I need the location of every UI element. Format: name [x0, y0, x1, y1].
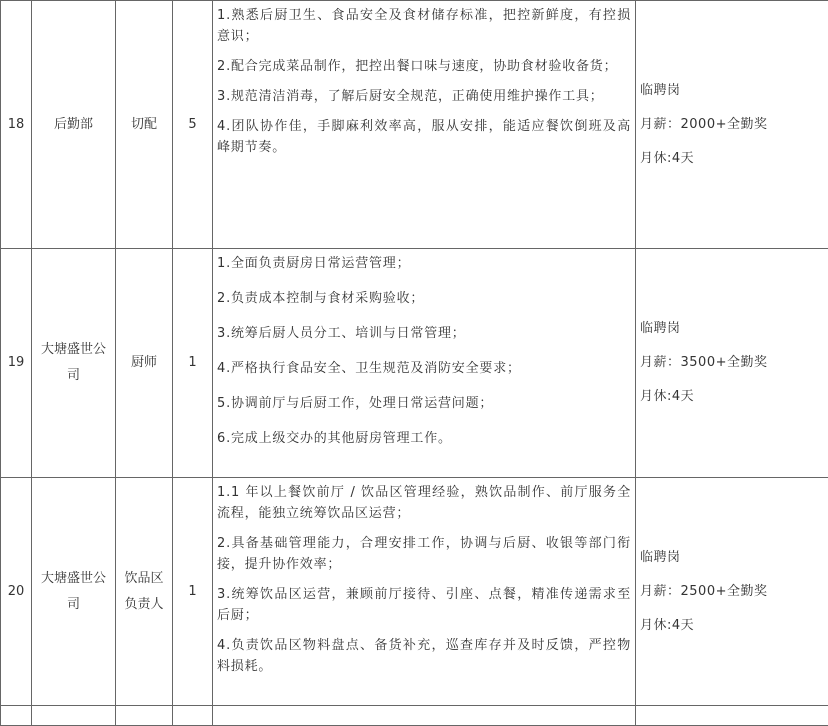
position-cell: 切配: [116, 1, 173, 249]
headcount-cell: 1: [173, 478, 213, 706]
requirement-item: 2.具备基础管理能力，合理安排工作，协调与后厨、收银等部门衔接，提升协作效率；: [217, 533, 631, 575]
table-row-partial: [1, 706, 828, 726]
table-row: [1, 1, 828, 249]
employment-terms-cell: [636, 1, 828, 249]
table-row: [1, 249, 828, 478]
table-row: [1, 478, 828, 706]
salary: 月薪：2000+全勤奖: [640, 108, 824, 142]
requirement-item: 3.统筹饮品区运营，兼顾前厅接待、引座、点餐，精准传递需求至后厨；: [217, 584, 631, 626]
empty-cell: [173, 706, 213, 726]
requirement-item: 1.熟悉后厨卫生、食品安全及食材储存标准，把控新鲜度，有控损意识；: [217, 5, 631, 47]
employment-type: 临聘岗: [640, 312, 824, 346]
row-index: 18: [1, 1, 32, 249]
employment-type: 临聘岗: [640, 541, 824, 575]
requirement-item: 4.团队协作佳，手脚麻利效率高，服从安排，能适应餐饮倒班及高峰期节奏。: [217, 116, 631, 158]
requirement-item: 2.负责成本控制与食材采购验收；: [217, 288, 631, 309]
requirement-item: 4.严格执行食品安全、卫生规范及消防安全要求；: [217, 358, 631, 379]
requirement-item: 1.1 年以上餐饮前厅 / 饮品区管理经验，熟饮品制作、前厅服务全流程，能独立统筹饮品区运营；: [217, 482, 631, 524]
department-cell: 大塘盛世公司: [32, 478, 116, 706]
requirement-item: 3.统筹后厨人员分工、培训与日常管理；: [217, 323, 631, 344]
empty-cell: [213, 706, 636, 726]
empty-cell: [1, 706, 32, 726]
department-cell: 大塘盛世公司: [32, 249, 116, 478]
row-index: 20: [1, 478, 32, 706]
requirement-item: 2.配合完成菜品制作，把控出餐口味与速度，协助食材验收备货；: [217, 56, 631, 77]
monthly-leave: 月休:4天: [640, 380, 824, 414]
position-cell: 厨师: [116, 249, 173, 478]
employment-type: 临聘岗: [640, 74, 824, 108]
requirement-item: 1.全面负责厨房日常运营管理；: [217, 253, 631, 274]
empty-cell: [116, 706, 173, 726]
headcount-cell: 1: [173, 249, 213, 478]
salary: 月薪：2500+全勤奖: [640, 575, 824, 609]
headcount-cell: 5: [173, 1, 213, 249]
monthly-leave: 月休:4天: [640, 142, 824, 176]
employment-terms-cell: [636, 249, 828, 478]
employment-terms-cell: [636, 478, 828, 706]
requirements-cell: [213, 478, 636, 706]
monthly-leave: 月休:4天: [640, 609, 824, 643]
requirement-item: 4.负责饮品区物料盘点、备货补充，巡查库存并及时反馈，严控物料损耗。: [217, 635, 631, 677]
requirement-item: 6.完成上级交办的其他厨房管理工作。: [217, 428, 631, 449]
department-cell: 后勤部: [32, 1, 116, 249]
empty-cell: [32, 706, 116, 726]
row-index: 19: [1, 249, 32, 478]
requirement-item: 3.规范清洁消毒，了解后厨安全规范，正确使用维护操作工具；: [217, 86, 631, 107]
requirements-cell: [213, 249, 636, 478]
salary: 月薪：3500+全勤奖: [640, 346, 824, 380]
position-cell: 饮品区负责人: [116, 478, 173, 706]
requirement-item: 5.协调前厅与后厨工作，处理日常运营问题；: [217, 393, 631, 414]
requirements-cell: [213, 1, 636, 249]
empty-cell: [636, 706, 828, 726]
